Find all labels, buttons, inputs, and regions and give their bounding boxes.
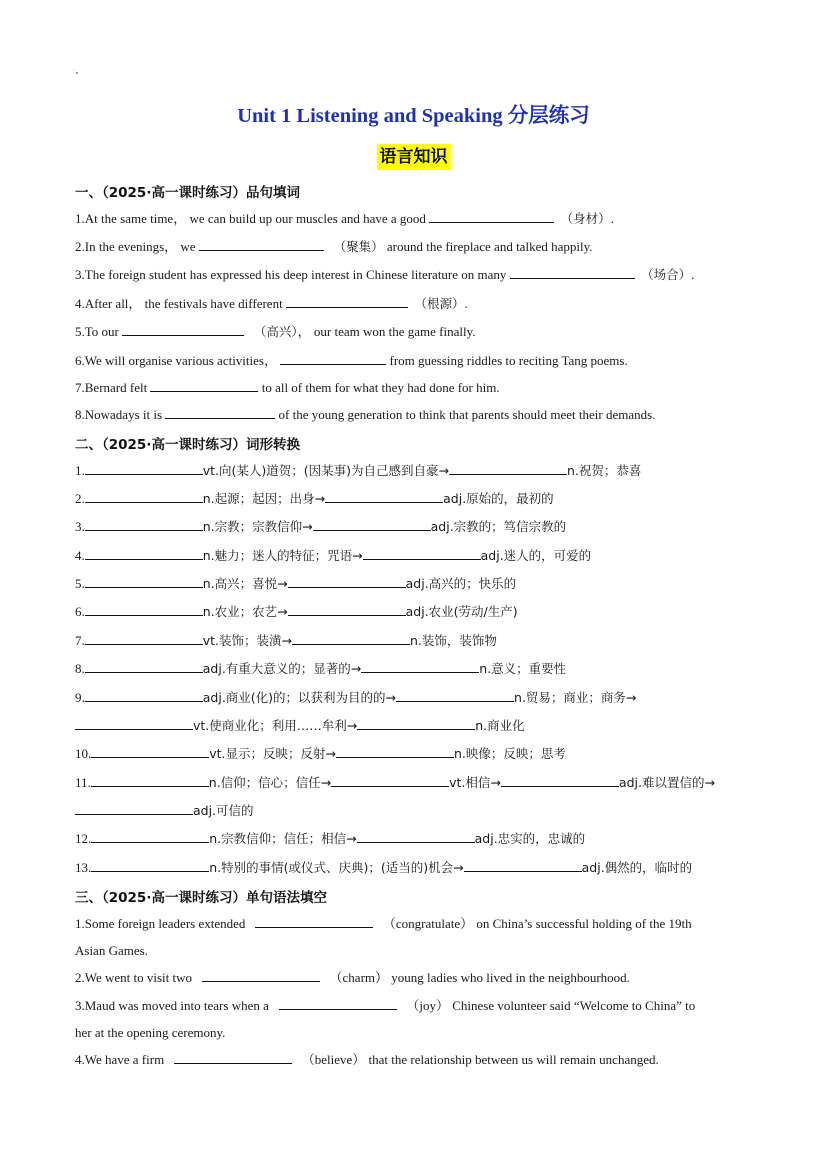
- sentence-item: 7.Bernard felt to all of them for what they had done for him.: [75, 380, 500, 395]
- answer-blank[interactable]: [501, 774, 619, 787]
- word-form-item-cont: vt.使商业化；利用……牟利→ n.商业化: [75, 717, 525, 734]
- answer-blank[interactable]: [510, 266, 635, 279]
- answer-blank[interactable]: [91, 745, 209, 758]
- sentence-item: 3.The foreign student has expressed his deep interest in Chinese literature on many （场合）.: [75, 267, 695, 282]
- answer-blank[interactable]: [85, 603, 203, 616]
- grammar-item: 4.We have a firm （believe） that the relationship between us will remain unchanged.: [75, 1052, 659, 1067]
- answer-blank[interactable]: [361, 660, 479, 673]
- answer-blank[interactable]: [91, 774, 209, 787]
- answer-blank[interactable]: [85, 547, 203, 560]
- section-heading-2: 二、（2025·高一课时练习）词形转换: [75, 437, 300, 453]
- answer-blank[interactable]: [449, 462, 567, 475]
- answer-blank[interactable]: [313, 518, 431, 531]
- answer-blank[interactable]: [85, 575, 203, 588]
- grammar-item: 1.Some foreign leaders extended （congratulate） on China’s successful holding of the 19th: [75, 916, 692, 931]
- grammar-item: 2.We went to visit two （charm） young ladies who lived in the neighbourhood.: [75, 970, 630, 985]
- page-title: Unit 1 Listening and Speaking 分层练习: [237, 105, 590, 127]
- answer-blank[interactable]: [150, 379, 258, 392]
- word-form-item-cont: adj.可信的: [75, 802, 254, 819]
- section-heading-1: 一、（2025·高一课时练习）品句填词: [75, 185, 300, 201]
- answer-blank[interactable]: [286, 295, 408, 308]
- word-form-item: 4. n.魅力；迷人的特征；咒语→ adj.迷人的，可爱的: [75, 548, 592, 563]
- section-badge: 语言知识: [377, 144, 451, 170]
- grammar-item-cont: Asian Games.: [75, 943, 148, 958]
- answer-blank[interactable]: [288, 575, 406, 588]
- word-form-item: 10. vt.显示；反映；反射→ n.映像；反映；思考: [75, 746, 566, 761]
- answer-blank[interactable]: [325, 490, 443, 503]
- answer-blank[interactable]: [396, 689, 514, 702]
- answer-blank[interactable]: [292, 632, 410, 645]
- grammar-item-cont: her at the opening ceremony.: [75, 1025, 226, 1040]
- word-form-item: 1. vt.向(某人)道贺；(因某事)为自己感到自豪→ n.祝贺；恭喜: [75, 463, 642, 478]
- answer-blank[interactable]: [75, 802, 193, 815]
- answer-blank[interactable]: [331, 774, 449, 787]
- answer-blank[interactable]: [464, 859, 582, 872]
- answer-blank[interactable]: [75, 717, 193, 730]
- sentence-item: 6.We will organise various activities， from guessing riddles to reciting Tang poems.: [75, 353, 628, 368]
- answer-blank[interactable]: [91, 830, 209, 843]
- answer-blank[interactable]: [85, 462, 203, 475]
- sentence-item: 5.To our （高兴）， our team won the game finally.: [75, 324, 476, 339]
- sentence-item: 8.Nowadays it is of the young generation to think that parents should meet their demands.: [75, 407, 656, 422]
- answer-blank[interactable]: [357, 830, 475, 843]
- answer-blank[interactable]: [85, 632, 203, 645]
- sentence-item: 1.At the same time， we can build up our muscles and have a good （身材）.: [75, 211, 614, 226]
- answer-blank[interactable]: [288, 603, 406, 616]
- corner-mark: [76, 72, 78, 74]
- answer-blank[interactable]: [122, 323, 244, 336]
- word-form-item: 6. n.农业；农艺→ adj.农业(劳动/生产): [75, 604, 518, 619]
- word-form-item: 7. vt.装饰；装潢→ n.装饰，装饰物: [75, 633, 497, 648]
- word-form-item: 13. n.特别的事情(或仪式、庆典)；(适当的)机会→ adj.偶然的，临时的: [75, 860, 693, 875]
- word-form-item: 3. n.宗教；宗教信仰→ adj.宗教的；笃信宗教的: [75, 519, 567, 534]
- answer-blank[interactable]: [363, 547, 481, 560]
- grammar-item: 3.Maud was moved into tears when a （joy） Chinese volunteer said “Welcome to China” to: [75, 998, 696, 1013]
- answer-blank[interactable]: [91, 859, 209, 872]
- sentence-item: 2.In the evenings， we （聚集） around the fireplace and talked happily.: [75, 239, 593, 254]
- answer-blank[interactable]: [255, 915, 373, 928]
- answer-blank[interactable]: [336, 745, 454, 758]
- answer-blank[interactable]: [199, 238, 324, 251]
- answer-blank[interactable]: [85, 689, 203, 702]
- sentence-item: 4.After all， the festivals have different （根源）.: [75, 296, 468, 311]
- answer-blank[interactable]: [85, 660, 203, 673]
- word-form-item: 8. adj.有重大意义的；显著的→ n.意义；重要性: [75, 661, 567, 676]
- word-form-item: 11. n.信仰；信心；信任→ vt.相信→ adj.难以置信的→: [75, 775, 715, 790]
- answer-blank[interactable]: [85, 518, 203, 531]
- answer-blank[interactable]: [279, 997, 397, 1010]
- answer-blank[interactable]: [202, 969, 320, 982]
- answer-blank[interactable]: [429, 210, 554, 223]
- word-form-item: 2. n.起源；起因；出身→ adj.原始的，最初的: [75, 491, 554, 506]
- word-form-item: 12. n.宗教信仰；信任；相信→ adj.忠实的，忠诚的: [75, 831, 586, 846]
- word-form-item: 9. adj.商业(化)的；以获利为目的的→ n.贸易；商业；商务→: [75, 690, 637, 705]
- section-heading-3: 三、（2025·高一课时练习）单句语法填空: [75, 890, 327, 906]
- answer-blank[interactable]: [357, 717, 475, 730]
- answer-blank[interactable]: [85, 490, 203, 503]
- answer-blank[interactable]: [174, 1051, 292, 1064]
- word-form-item: 5. n.高兴；喜悦→ adj.高兴的；快乐的: [75, 576, 517, 591]
- answer-blank[interactable]: [280, 352, 386, 365]
- answer-blank[interactable]: [165, 406, 275, 419]
- corner-mark-text: ·: [73, 66, 76, 74]
